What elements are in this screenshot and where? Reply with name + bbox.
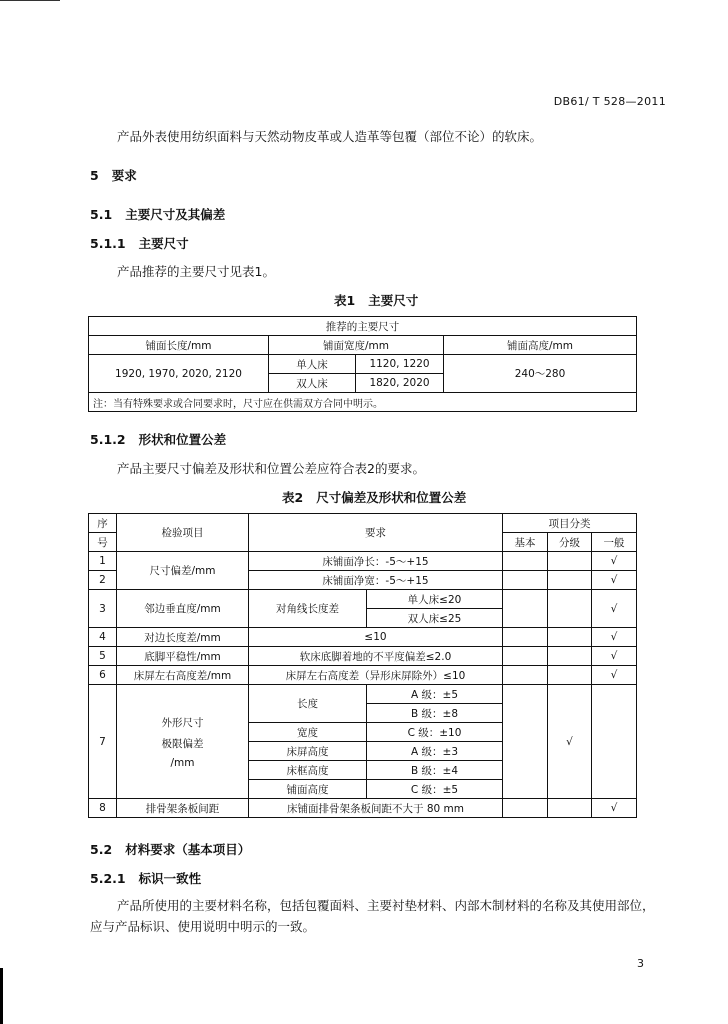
table2-caption-title: 尺寸偏差及形状和位置公差	[316, 490, 467, 505]
section-number: 5	[90, 168, 99, 183]
table2-header-item: 检验项目	[117, 514, 249, 552]
table2-row3-number: 3	[89, 590, 117, 628]
table2-row7-grade-b1: B 级：±8	[367, 704, 503, 723]
table2-row4-general-check: √	[592, 628, 637, 647]
table2-row7-item-line2: 极限偏差	[161, 737, 204, 750]
table2-row7-grade-c2: C 级：±5	[367, 780, 503, 799]
table2-row6-general-check: √	[592, 666, 637, 685]
table1-double-widths: 1820, 2020	[356, 374, 444, 393]
table2-row7-number: 7	[89, 685, 117, 799]
table2-row6-grade	[548, 666, 592, 685]
table2-row7-surface: 铺面高度	[249, 780, 367, 799]
table2-row7-grade-a1: A 级：±5	[367, 685, 503, 704]
table2-row1-grade	[548, 552, 592, 571]
table2-row7-item-line3: /mm	[170, 756, 195, 769]
section-title: 材料要求（基本项目）	[125, 842, 251, 857]
table1-main-dimensions	[88, 316, 637, 412]
intro-paragraph: 产品外表使用纺织面料与天然动物皮革或人造革等包覆（部位不论）的软床。	[117, 129, 543, 144]
table2-row3-single: 单人床≤20	[367, 590, 503, 609]
table2-row1-general-check: √	[592, 552, 637, 571]
table2-row7-width: 宽度	[249, 723, 367, 742]
table2-caption	[282, 488, 466, 506]
table2-row3-general-check: √	[592, 590, 637, 628]
table1-double-label: 双人床	[269, 374, 356, 393]
section-number: 5.2.1	[90, 871, 126, 886]
table1-caption-title: 主要尺寸	[368, 293, 419, 308]
table2-row5-general-check: √	[592, 647, 637, 666]
table2-row2-requirement: 床铺面净宽：-5～+15	[249, 571, 503, 590]
table2-tolerances	[88, 513, 637, 818]
section-5-1-1-heading	[90, 234, 189, 252]
table2-header-basic: 基本	[503, 533, 548, 552]
table2-header-general: 一般	[592, 533, 637, 552]
table2-row7-frame: 床框高度	[249, 761, 367, 780]
section-title: 形状和位置公差	[138, 432, 227, 447]
document-code: DB61/ T 528—2011	[553, 95, 666, 108]
section-5-heading	[90, 166, 137, 184]
section-5-1-2-text: 产品主要尺寸偏差及形状和位置公差应符合表2的要求。	[117, 461, 425, 476]
table2-row4-item: 对边长度差/mm	[117, 628, 249, 647]
table2-row1-2-item: 尺寸偏差/mm	[117, 552, 249, 590]
section-title: 主要尺寸	[138, 236, 189, 251]
table1-col-width: 铺面宽度/mm	[269, 336, 444, 355]
table2-row4-number: 4	[89, 628, 117, 647]
table2-row4-grade	[548, 628, 592, 647]
top-rule	[0, 0, 60, 1]
table2-row8-basic	[503, 799, 548, 818]
section-number: 5.1.2	[90, 432, 126, 447]
section-5-1-1-text: 产品推荐的主要尺寸见表1。	[117, 264, 275, 279]
table2-row3-item: 邻边垂直度/mm	[117, 590, 249, 628]
section-5-2-1-text-line2: 应与产品标识、使用说明中明示的一致。	[90, 919, 316, 934]
table2-row2-basic	[503, 571, 548, 590]
table2-row6-item: 床屏左右高度差/mm	[117, 666, 249, 685]
section-number: 5.1	[90, 207, 113, 222]
table2-row7-grade-c1: C 级：±10	[367, 723, 503, 742]
table2-row1-number: 1	[89, 552, 117, 571]
table2-row6-basic	[503, 666, 548, 685]
table2-row8-requirement: 床铺面排骨架条板间距不大于 80 mm	[249, 799, 503, 818]
table2-row2-grade	[548, 571, 592, 590]
table2-row5-number: 5	[89, 647, 117, 666]
table2-header-seq-top: 序	[89, 514, 117, 533]
table2-row6-number: 6	[89, 666, 117, 685]
table1-single-label: 单人床	[269, 355, 356, 374]
section-number: 5.1.1	[90, 236, 126, 251]
table2-row7-item-line1: 外形尺寸	[161, 716, 204, 729]
table2-row3-grade	[548, 590, 592, 628]
table2-row2-number: 2	[89, 571, 117, 590]
section-number: 5.2	[90, 842, 113, 857]
section-title: 要求	[111, 168, 137, 183]
table2-row5-basic	[503, 647, 548, 666]
table2-header-grade: 分级	[548, 533, 592, 552]
table2-header-classification: 项目分类	[503, 514, 637, 533]
table2-row7-grade-b2: B 级：±4	[367, 761, 503, 780]
table1-col-length: 铺面长度/mm	[89, 336, 269, 355]
table2-row8-grade	[548, 799, 592, 818]
table2-row7-basic	[503, 685, 548, 799]
table1-caption-number: 表1	[334, 293, 356, 308]
section-5-2-1-text-line1: 产品所使用的主要材料名称，包括包覆面料、主要衬垫材料、内部木制材料的名称及其使用部位，	[117, 898, 655, 913]
table2-row5-grade	[548, 647, 592, 666]
table2-row8-general-check: √	[592, 799, 637, 818]
scan-edge-mark	[0, 968, 3, 1024]
section-5-1-2-heading	[90, 430, 226, 448]
table1-caption	[334, 291, 418, 309]
table2-row7-general	[592, 685, 637, 799]
section-title: 标识一致性	[138, 871, 202, 886]
table2-row7-item	[117, 685, 249, 799]
table2-header-seq-bottom: 号	[89, 533, 117, 552]
table2-row5-item: 底脚平稳性/mm	[117, 647, 249, 666]
table2-row5-requirement: 软床底脚着地的不平度偏差≤2.0	[249, 647, 503, 666]
table2-row1-requirement: 床铺面净长：-5～+15	[249, 552, 503, 571]
table2-row7-grade-check: √	[548, 685, 592, 799]
table1-note: 注：当有特殊要求或合同要求时，尺寸应在供需双方合同中明示。	[89, 393, 637, 412]
table1-heights: 240～280	[444, 355, 637, 393]
table2-row8-item: 排骨架条板间距	[117, 799, 249, 818]
table2-row3-sub-item: 对角线长度差	[249, 590, 367, 628]
table1-single-widths: 1120, 1220	[356, 355, 444, 374]
section-5-2-heading	[90, 840, 250, 858]
table2-header-requirement: 要求	[249, 514, 503, 552]
table2-row4-requirement: ≤10	[249, 628, 503, 647]
table2-row6-requirement: 床屏左右高度差（异形床屏除外）≤10	[249, 666, 503, 685]
table2-row1-basic	[503, 552, 548, 571]
table2-row7-grade-a2: A 级：±3	[367, 742, 503, 761]
table2-row7-headboard: 床屏高度	[249, 742, 367, 761]
table2-row8-number: 8	[89, 799, 117, 818]
section-5-2-1-heading	[90, 869, 201, 887]
table1-lengths: 1920, 1970, 2020, 2120	[89, 355, 269, 393]
table1-group-header: 推荐的主要尺寸	[89, 317, 637, 336]
table2-row3-basic	[503, 590, 548, 628]
table2-row7-length: 长度	[249, 685, 367, 723]
table2-row2-general-check: √	[592, 571, 637, 590]
table1-col-height: 铺面高度/mm	[444, 336, 637, 355]
section-title: 主要尺寸及其偏差	[125, 207, 226, 222]
table2-row4-basic	[503, 628, 548, 647]
table2-row3-double: 双人床≤25	[367, 609, 503, 628]
table2-caption-number: 表2	[282, 490, 304, 505]
section-5-1-heading	[90, 205, 225, 223]
page-number: 3	[637, 957, 644, 970]
